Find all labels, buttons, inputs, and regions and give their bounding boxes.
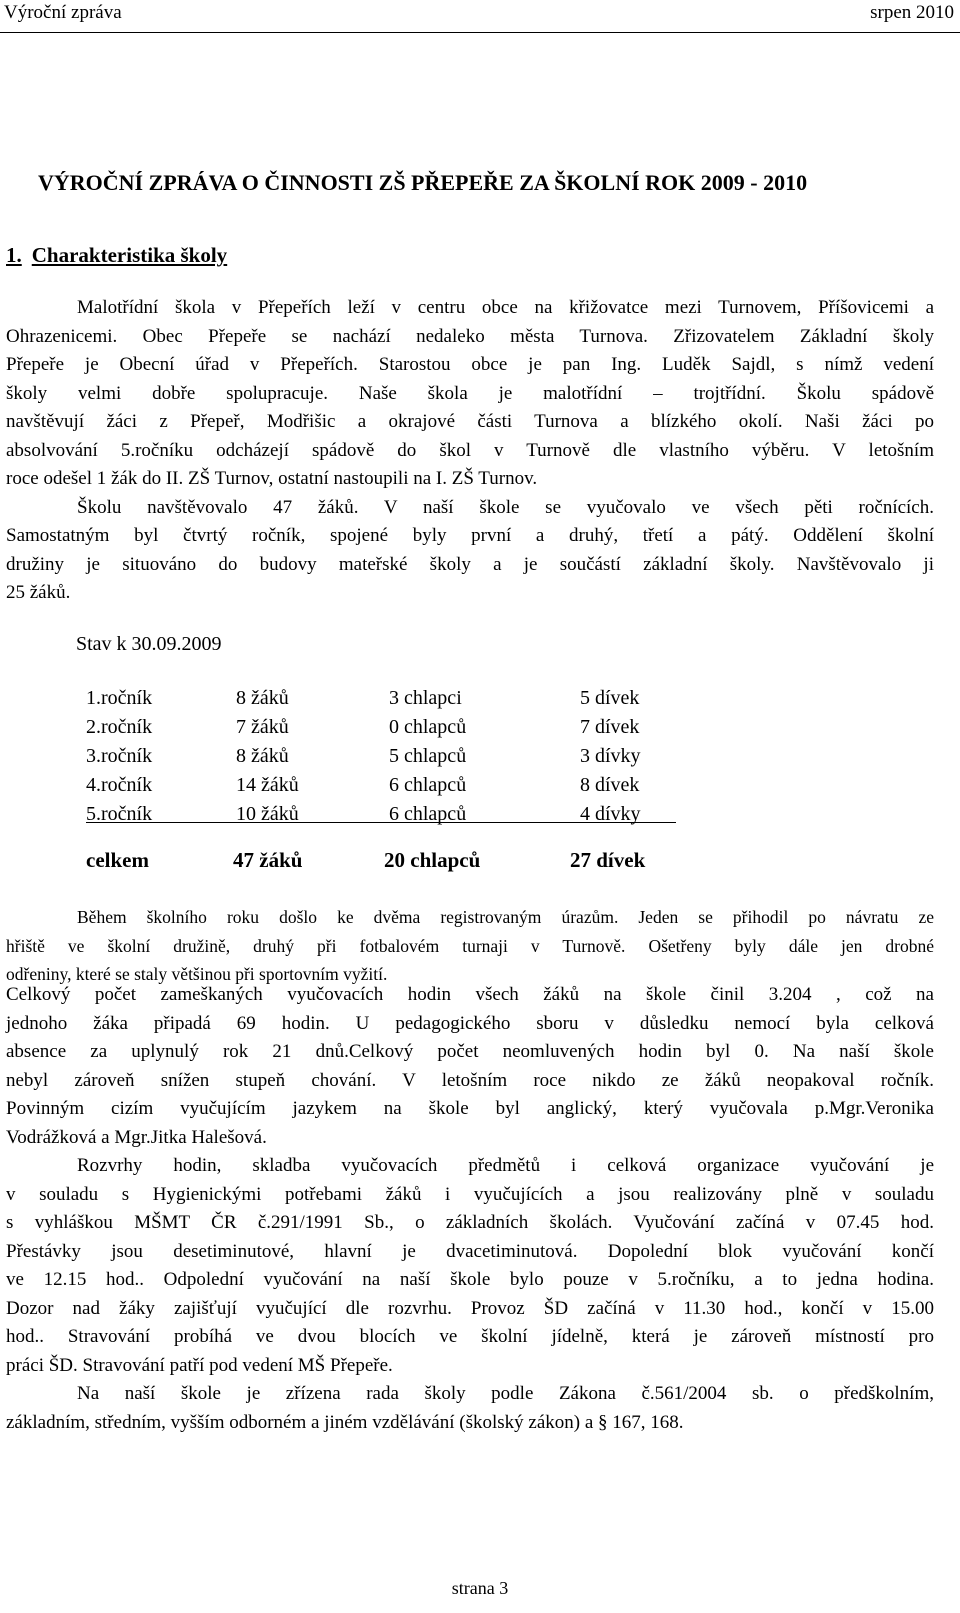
- text-line: nebyl zároveň snížen stupeň chování. V letošním roce nikdo ze žáků neopakoval ročník.: [6, 1069, 934, 1091]
- grade-cell: 2.ročník: [86, 716, 153, 738]
- paragraph-injuries: [6, 903, 934, 989]
- page-number: strana 3: [451, 1578, 509, 1598]
- table-row: [86, 716, 686, 744]
- girls-cell: 4 dívky: [580, 803, 641, 825]
- text-line: hřiště ve školní družině, druhý při fotbalovém turnaji v Turnově. Ošetřeny byly dále jen drobné: [6, 935, 934, 956]
- text-line: Rozvrhy hodin, skladba vyučovacích předmětů i celková organizace vyučování je: [77, 1155, 934, 1176]
- text-line: absence za uplynulý rok 21 dnů.Celkový počet neomluvených hodin byl 0. Na naší škole: [6, 1041, 934, 1062]
- text-line: Malotřídní škola v Přepeřích leží v centru obce na křižovatce mezi Turnovem, Příšovicemi a: [77, 297, 934, 318]
- girls-cell: 5 dívek: [580, 687, 640, 709]
- section-title: Charakteristika školy: [31, 243, 228, 267]
- text-line: Vodrážková a Mgr.Jitka Halešová.: [6, 1126, 267, 1148]
- boys-cell: 3 chlapci: [389, 687, 462, 709]
- grade-cell: 4.ročník: [86, 774, 153, 796]
- grade-cell: 5.ročník: [86, 803, 153, 825]
- text-line: roce odešel 1 žák do II. ZŠ Turnov, ostatní nastoupili na I. ZŠ Turnov.: [6, 468, 538, 489]
- table-total-row: [86, 848, 686, 876]
- text-line: Povinným cizím vyučujícím jazykem na škole byl anglický, který vyučovala p.Mgr.Veronika: [6, 1098, 934, 1119]
- boys-cell: 6 chlapců: [389, 803, 467, 825]
- status-date-label: Stav k 30.09.2009: [76, 633, 222, 655]
- pupils-cell: 8 žáků: [236, 745, 289, 767]
- text-line: absolvování 5.ročníku odcházejí spádově do škol v Turnově dle vlastního výběru. V letošním: [6, 439, 934, 461]
- paragraph-attendance: [6, 981, 934, 1437]
- pupils-cell: 10 žáků: [236, 803, 299, 825]
- text-line: Ohrazenicemi. Obec Přepeře se nachází nedaleko města Turnova. Zřizovatelem Základní školy: [6, 325, 934, 347]
- text-line: Přepeře je Obecní úřad v Přepeřích. Starostou obce je pan Ing. Luděk Sajdl, s nímž vedení: [6, 354, 934, 375]
- table-strike-line: [86, 822, 676, 823]
- text-line: Dozor nad žáky zajišťují vyučující dle rozvrhu. Provoz ŠD začíná v 11.30 hod., končí v 15.00: [6, 1297, 934, 1319]
- document-title: VÝROČNÍ ZPRÁVA O ČINNOSTI ZŠ PŘEPEŘE ZA ŠKOLNÍ ROK 2009 - 2010: [38, 170, 808, 195]
- text-line: v souladu s Hygienickými potřebami žáků i vyučujících a jsou realizovány plně v souladu: [6, 1183, 934, 1205]
- girls-cell: 7 dívek: [580, 716, 640, 738]
- girls-cell: 8 dívek: [580, 774, 640, 796]
- text-line: ve 12.15 hod.. Odpolední vyučování na naší škole bylo pouze v 5.ročníku, a to jedna hodina.: [6, 1269, 934, 1290]
- total-pupils: 47 žáků: [233, 848, 303, 872]
- total-girls: 27 dívek: [570, 848, 646, 872]
- paragraph-characteristics: [6, 294, 934, 608]
- table-row: [86, 745, 686, 773]
- text-line: 25 žáků.: [6, 582, 71, 603]
- text-line: družiny je situováno do budovy mateřské školy a je součástí základní školy. Navštěvovalo ji: [6, 553, 934, 575]
- boys-cell: 5 chlapců: [389, 745, 467, 767]
- text-line: s vyhláškou MŠMT ČR č.291/1991 Sb., o základních školách. Vyučování začíná v 07.45 hod.: [6, 1212, 934, 1233]
- text-line: Přestávky jsou desetiminutové, hlavní je dvacetiminutová. Dopolední blok vyučování končí: [6, 1240, 934, 1262]
- text-line: Celkový počet zameškaných vyučovacích hodin všech žáků na škole činil 3.204 , což na: [6, 984, 934, 1005]
- grade-cell: 3.ročník: [86, 745, 153, 767]
- boys-cell: 0 chlapců: [389, 716, 467, 738]
- pupils-cell: 7 žáků: [236, 716, 289, 738]
- text-line: Samostatným byl čtvrtý ročník, spojené byly první a druhý, třetí a pátý. Oddělení školní: [6, 525, 934, 546]
- text-line: Školu navštěvovalo 47 žáků. V naší škole se vyučovalo ve všech pěti ročnících.: [77, 496, 934, 518]
- section-heading: [6, 243, 227, 268]
- pupils-cell: 14 žáků: [236, 774, 299, 796]
- text-line: navštěvují žáci z Přepeř, Modřišic a okrajové části Turnova a blízkého okolí. Naši žáci po: [6, 411, 934, 432]
- total-label: celkem: [86, 848, 149, 872]
- table-row: [86, 803, 686, 831]
- text-line: Během školního roku došlo ke dvěma registrovaným úrazům. Jeden se přihodil po návratu ze: [77, 907, 934, 927]
- text-line: jednoho žáka připadá 69 hodin. U pedagogického sboru v důsledku nemocí byla celková: [6, 1012, 934, 1034]
- table-row: [86, 687, 686, 715]
- boys-cell: 6 chlapců: [389, 774, 467, 796]
- section-number: 1.: [6, 243, 22, 267]
- text-line: školy velmi dobře spolupracuje. Naše škola je malotřídní – trojtřídní. Školu spádově: [6, 382, 934, 404]
- text-line: odřeniny, které se staly většinou při sportovním vyžití.: [6, 964, 388, 984]
- page-header: [0, 0, 960, 33]
- table-row: [86, 774, 686, 802]
- header-left-text: Výroční zpráva: [4, 2, 122, 23]
- text-line: základním, středním, vyšším odborném a jiném vzdělávání (školský zákon) a § 167, 168.: [6, 1411, 684, 1433]
- grade-cell: 1.ročník: [86, 687, 153, 709]
- text-line: práci ŠD. Stravování patří pod vedení MŠ Přepeře.: [6, 1354, 393, 1376]
- girls-cell: 3 dívky: [580, 745, 641, 767]
- text-line: Na naší škole je zřízena rada školy podle Zákona č.561/2004 sb. o předškolním,: [77, 1383, 934, 1404]
- text-line: hod.. Stravování probíhá ve dvou blocích ve školní jídelně, která je zároveň místností pro: [6, 1326, 934, 1347]
- pupils-cell: 8 žáků: [236, 687, 289, 709]
- total-boys: 20 chlapců: [384, 848, 481, 872]
- header-right-date: srpen 2010: [870, 2, 954, 23]
